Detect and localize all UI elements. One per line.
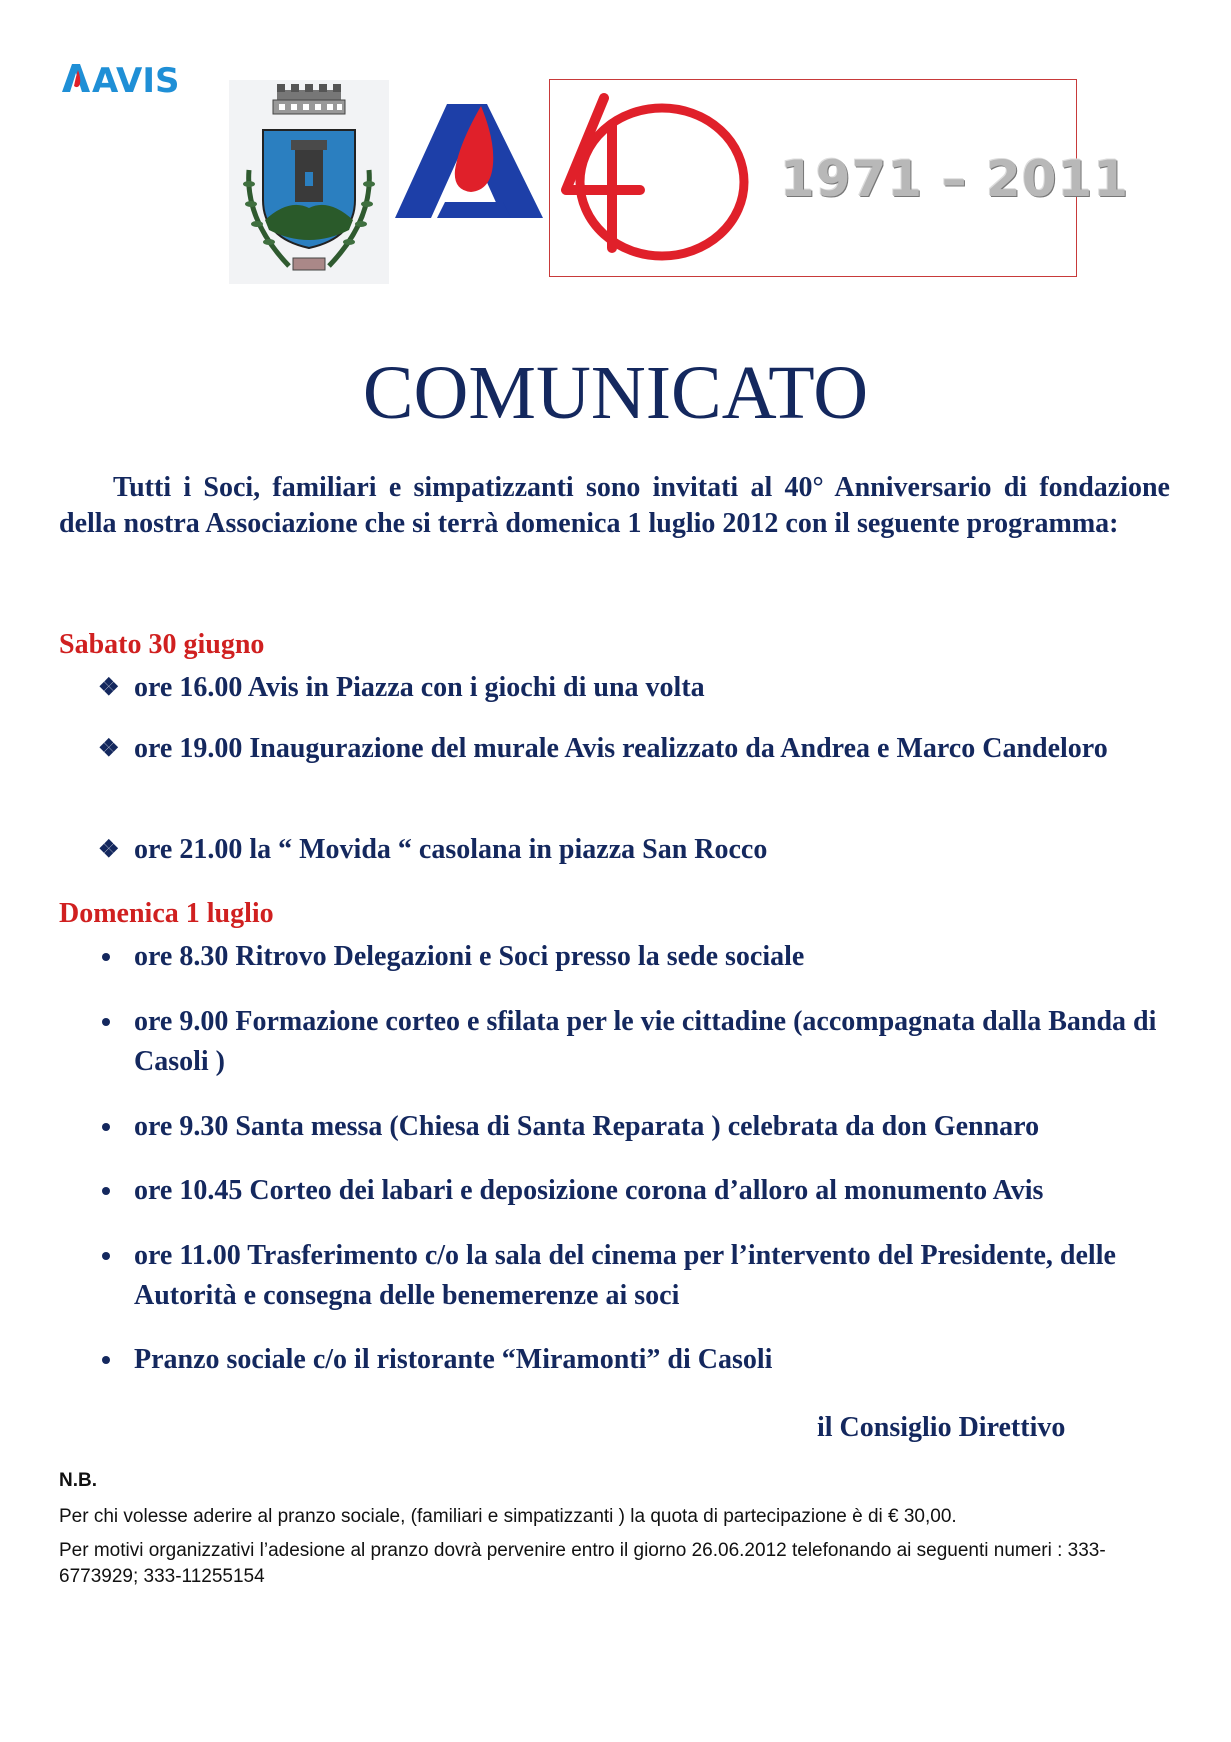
sunday-item: ore 8.30 Ritrovo Delegazioni e Soci presso la sede sociale [98,937,1178,977]
sunday-item: ore 9.30 Santa messa (Chiesa di Santa Reparata ) celebrata da don Gennaro [98,1107,1178,1147]
sunday-item: ore 10.45 Corteo dei labari e deposizione corona d’alloro al monumento Avis [98,1171,1178,1211]
sunday-heading: Domenica 1 luglio [59,898,274,929]
sunday-item: Pranzo sociale c/o il ristorante “Miramonti” di Casoli [98,1340,1178,1380]
bullet-dot-icon [98,1236,128,1276]
bullet-dot-icon [98,1340,128,1380]
diamond-bullet-icon: ❖ [98,837,120,863]
avis-a-logo [395,100,547,220]
nb-note-line: Per chi volesse aderire al pranzo sociale, (familiari e simpatizzanti ) la quota di partecipazione è di € 30,00. [59,1506,957,1527]
anniversary-40-logo [549,79,1130,277]
saturday-item: ❖ ore 19.00 Inaugurazione del murale Avis realizzato da Andrea e Marco Candeloro [98,729,1178,769]
sunday-item: ore 9.00 Formazione corteo e sfilata per le vie cittadine (accompagnata dalla Banda di Casoli ) [98,1002,1178,1082]
bullet-dot-icon [98,1107,128,1147]
bullet-dot-icon [98,1171,128,1211]
municipal-crest-emblem [229,80,389,284]
signature: il Consiglio Direttivo [817,1412,1066,1443]
saturday-item: ❖ ore 16.00 Avis in Piazza con i giochi di una volta [98,668,1178,708]
page-title: COMUNICATO [362,351,869,435]
diamond-bullet-icon: ❖ [98,675,120,701]
sunday-item: ore 11.00 Trasferimento c/o la sala del cinema per l’intervento del Presidente, delle Autorità e consegna delle benemerenze ai soci [98,1236,1178,1316]
bullet-dot-icon [98,1002,128,1042]
nb-label: N.B. [59,1470,97,1491]
diamond-bullet-icon: ❖ [98,736,120,762]
saturday-item: ❖ ore 21.00 la “ Movida “ casolana in piazza San Rocco [98,830,1178,870]
anniversary-years: 1971 – 2011 [780,150,1130,208]
saturday-heading: Sabato 30 giugno [59,629,265,660]
intro-paragraph: Tutti i Soci, familiari e simpatizzanti sono invitati al 40° Anniversario di fondazione della nostra Associazione che si terrà domenica 1 luglio 2012 con il seguente programma: [59,472,1170,539]
bullet-dot-icon [98,937,128,977]
svg-text:AVIS: AVIS [92,61,180,101]
avis-logo [58,56,180,101]
nb-note-line: Per motivi organizzativi l’adesione al pranzo dovrà pervenire entro il giorno 26.06.2012 telefonando ai seguenti numeri : 333-6773929; 333-11255154 [59,1540,1106,1587]
